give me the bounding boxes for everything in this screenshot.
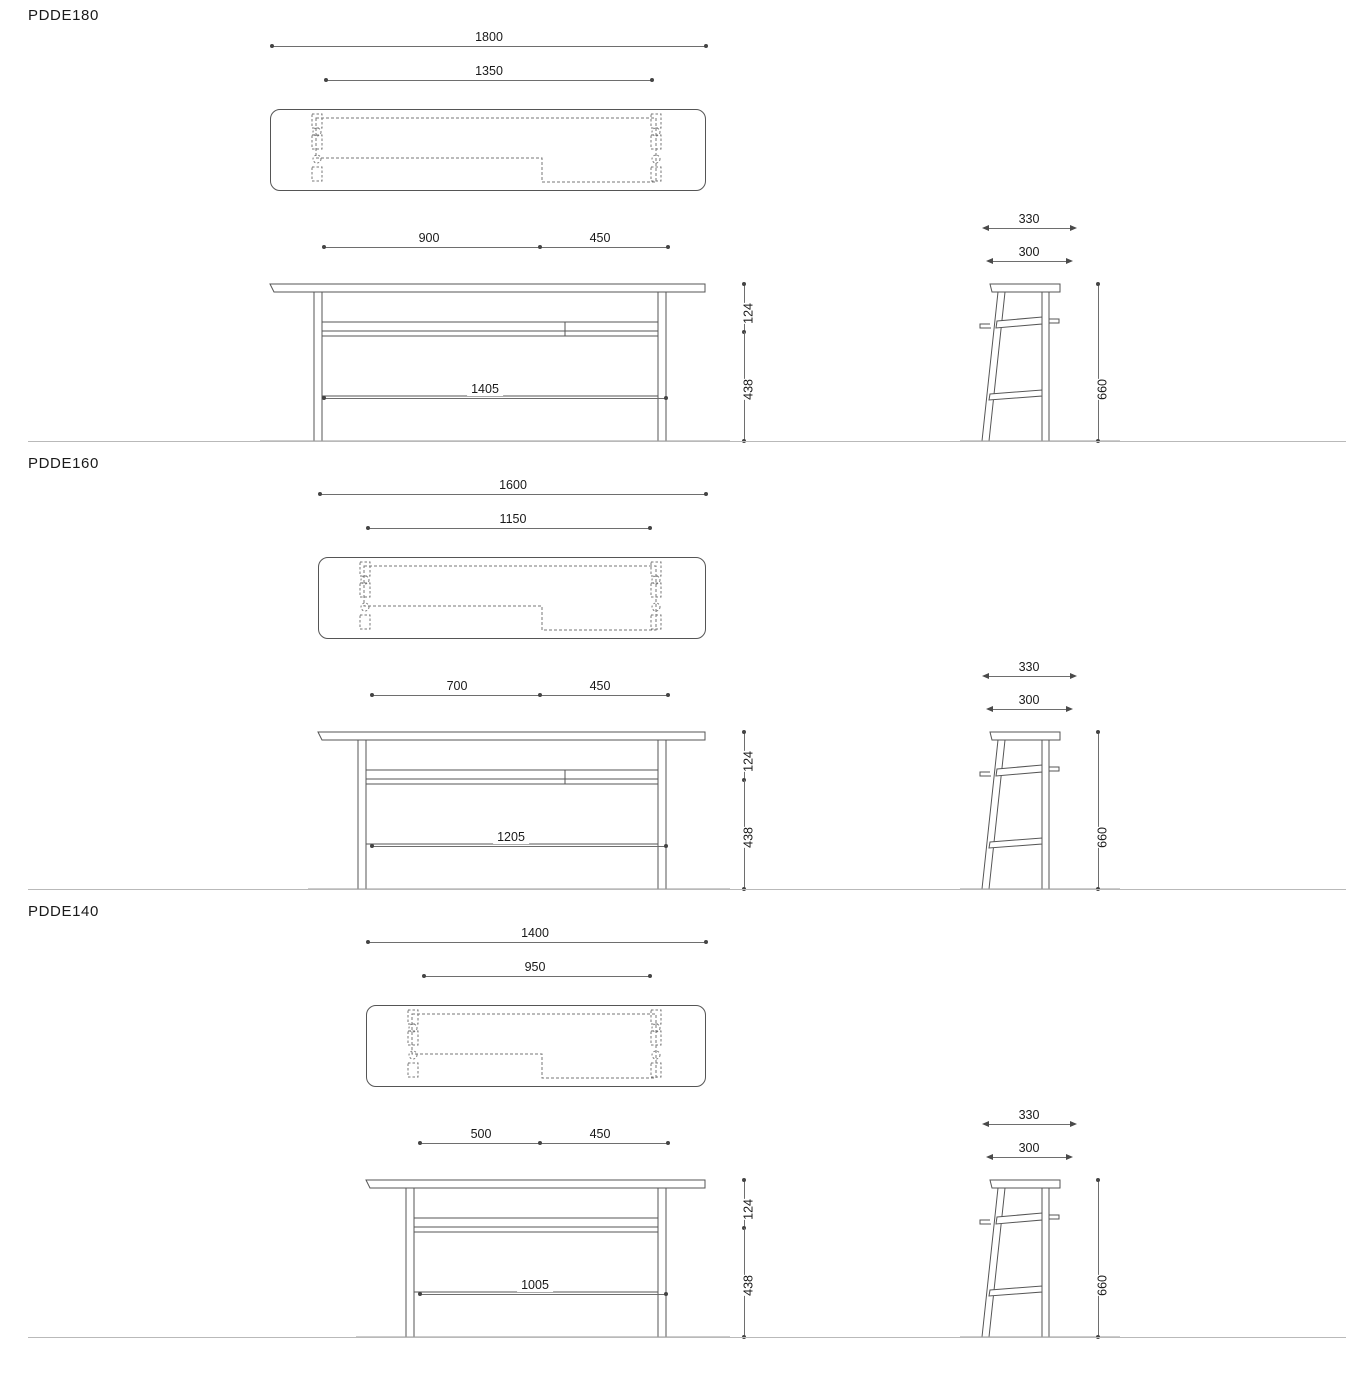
model-block-pdde180 (0, 0, 1372, 450)
dim-arrow (1070, 225, 1077, 231)
section-divider (28, 441, 1346, 442)
dim-label-stretcher: 1205 (493, 830, 529, 844)
dim-label-side-height: 660 (1095, 379, 1110, 400)
dim-label-front-right: 450 (586, 1127, 615, 1141)
dim-label-plan-total: 1800 (471, 30, 507, 44)
plan-view-details (366, 1005, 706, 1087)
dim-tick (538, 1141, 542, 1145)
dim-label-stretcher: 1405 (467, 382, 503, 396)
dim-label-height-lower: 438 (741, 1275, 756, 1296)
dim-tick (704, 44, 708, 48)
dim-label-side-height: 660 (1095, 827, 1110, 848)
dim-label-front-right: 450 (586, 679, 615, 693)
dim-tick (418, 1141, 422, 1145)
dim-label-side-inner: 300 (1015, 245, 1044, 259)
dim-tick (366, 526, 370, 530)
dim-line-side-inner (990, 261, 1068, 262)
dim-tick (666, 1141, 670, 1145)
dim-arrow (1066, 258, 1073, 264)
dim-label-plan-total: 1400 (517, 926, 553, 940)
dim-tick (370, 693, 374, 697)
dim-label-front-left: 700 (443, 679, 472, 693)
dim-label-side-inner: 300 (1015, 693, 1044, 707)
dim-line-front-split (324, 247, 668, 248)
dim-line-side-top (986, 676, 1072, 677)
dim-label-side-top: 330 (1015, 660, 1044, 674)
dim-tick (648, 526, 652, 530)
dim-label-side-height: 660 (1095, 1275, 1110, 1296)
dim-arrow (982, 1121, 989, 1127)
dim-label-plan-total: 1600 (495, 478, 531, 492)
dim-arrow (986, 1154, 993, 1160)
dim-tick (704, 492, 708, 496)
dim-tick (1096, 282, 1100, 286)
dim-tick (538, 245, 542, 249)
side-view-drawing (960, 276, 1120, 441)
dim-tick (318, 492, 322, 496)
dim-tick (666, 693, 670, 697)
dim-arrow (986, 258, 993, 264)
side-view-drawing (960, 1172, 1120, 1337)
dim-line-front-split (420, 1143, 668, 1144)
model-title: PDDE180 (28, 7, 99, 24)
dim-label-height-top: 124 (741, 1199, 756, 1220)
dim-line-plan-total (272, 46, 706, 47)
dim-line-side-inner (990, 709, 1068, 710)
plan-view-details (318, 557, 706, 639)
dim-label-front-left: 500 (467, 1127, 496, 1141)
dim-tick (366, 940, 370, 944)
model-title: PDDE160 (28, 455, 99, 472)
dim-tick (324, 78, 328, 82)
model-block-pdde160 (0, 448, 1372, 898)
dim-label-plan-inner: 1150 (496, 512, 531, 526)
dim-line-plan-inner (368, 528, 650, 529)
dim-tick (322, 245, 326, 249)
section-divider (28, 889, 1346, 890)
dim-line-front-split (372, 695, 668, 696)
dim-arrow (1070, 673, 1077, 679)
dim-tick (742, 282, 746, 286)
dim-line-side-height (1098, 284, 1099, 441)
dim-label-side-inner: 300 (1015, 1141, 1044, 1155)
dim-label-stretcher: 1005 (517, 1278, 553, 1292)
dim-line-side-height (1098, 732, 1099, 889)
dim-label-side-top: 330 (1015, 1108, 1044, 1122)
dim-line-stretcher (372, 846, 666, 847)
front-view-drawing (260, 276, 730, 441)
dim-label-height-top: 124 (741, 751, 756, 772)
dim-line-stretcher (420, 1294, 666, 1295)
dim-line-plan-total (368, 942, 706, 943)
front-view-drawing (356, 1172, 730, 1337)
dim-tick (664, 396, 668, 400)
model-block-pdde140 (0, 896, 1372, 1346)
dim-tick (650, 78, 654, 82)
dim-tick (742, 1178, 746, 1182)
dim-label-front-right: 450 (586, 231, 615, 245)
dim-tick (538, 693, 542, 697)
dim-label-plan-inner: 950 (521, 960, 550, 974)
dim-arrow (982, 673, 989, 679)
dim-line-side-height (1098, 1180, 1099, 1337)
dim-line-plan-total (320, 494, 706, 495)
dim-label-side-top: 330 (1015, 212, 1044, 226)
dim-label-height-lower: 438 (741, 379, 756, 400)
dim-arrow (1066, 706, 1073, 712)
dim-tick (322, 396, 326, 400)
dim-tick (270, 44, 274, 48)
dim-tick (1096, 1178, 1100, 1182)
dim-line-side-top (986, 228, 1072, 229)
dim-tick (1096, 730, 1100, 734)
dim-arrow (1066, 1154, 1073, 1160)
section-divider (28, 1337, 1346, 1338)
dim-arrow (986, 706, 993, 712)
dim-line-stretcher (324, 398, 666, 399)
dim-line-side-top (986, 1124, 1072, 1125)
front-view-drawing (308, 724, 730, 889)
dim-tick (664, 1292, 668, 1296)
dim-tick (742, 730, 746, 734)
model-title: PDDE140 (28, 903, 99, 920)
dim-line-plan-inner (326, 80, 652, 81)
dim-tick (648, 974, 652, 978)
dim-label-height-top: 124 (741, 303, 756, 324)
plan-view-details (270, 109, 706, 191)
dim-label-front-left: 900 (415, 231, 444, 245)
dim-arrow (982, 225, 989, 231)
dim-tick (704, 940, 708, 944)
dim-arrow (1070, 1121, 1077, 1127)
dim-label-plan-inner: 1350 (471, 64, 507, 78)
dim-line-plan-inner (424, 976, 650, 977)
dim-line-side-inner (990, 1157, 1068, 1158)
dim-tick (370, 844, 374, 848)
side-view-drawing (960, 724, 1120, 889)
dim-tick (418, 1292, 422, 1296)
dim-label-height-lower: 438 (741, 827, 756, 848)
dim-tick (664, 844, 668, 848)
dim-tick (422, 974, 426, 978)
dim-tick (666, 245, 670, 249)
